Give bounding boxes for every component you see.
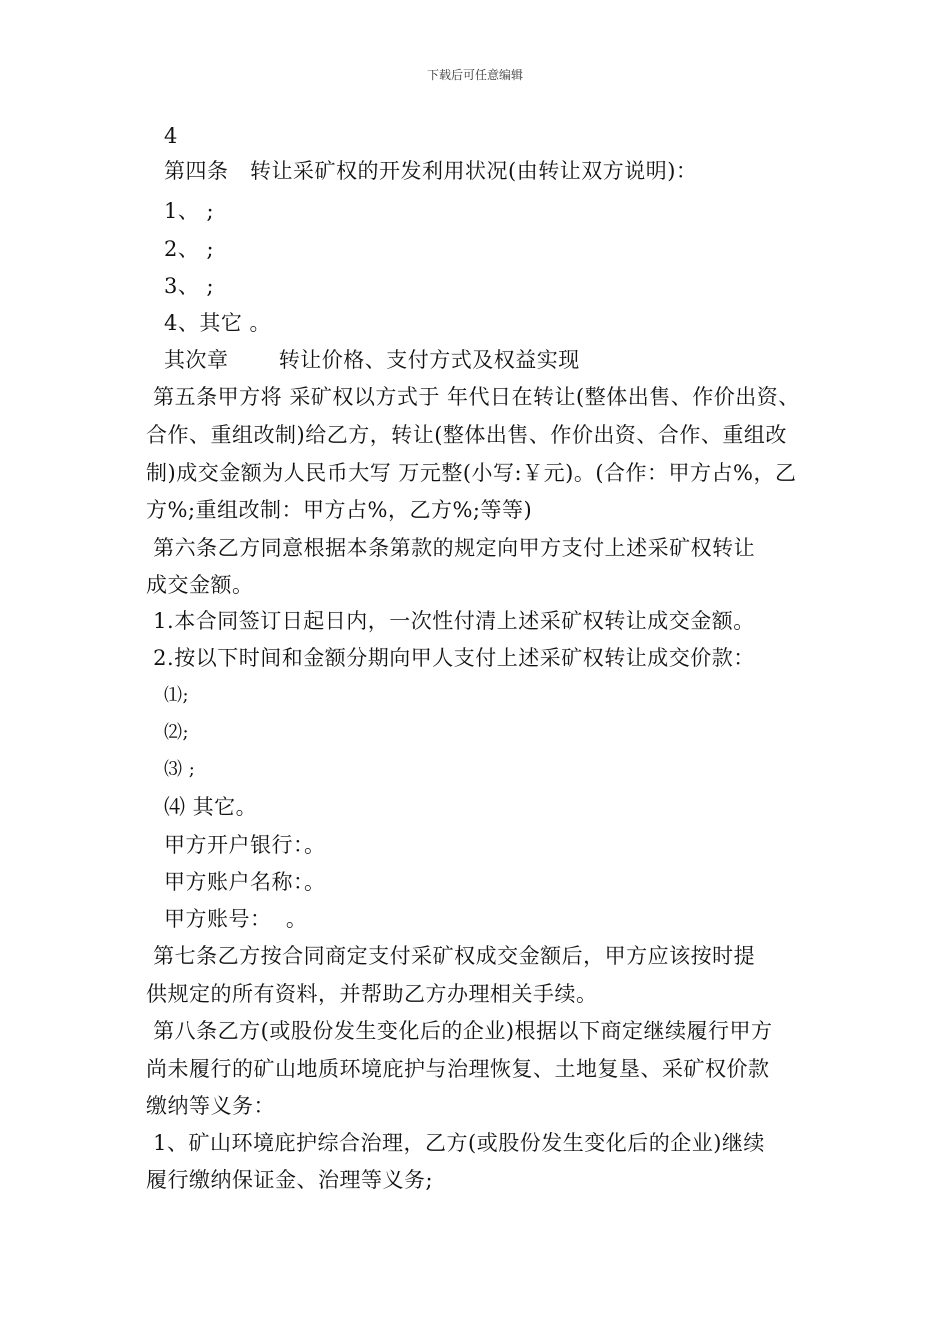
article-8-item: 履行缴纳保证金、治理等义务; — [146, 1168, 434, 1192]
account-name-field: 甲方账户名称：。 — [164, 870, 326, 894]
installment-item: ⑷ 其它。 — [164, 795, 258, 819]
installment-item: ⑶ ; — [164, 759, 196, 780]
list-item: 2、 ; — [164, 237, 215, 261]
article-5-text: 方%;重组改制：甲方占%，乙方%;等等) — [146, 498, 533, 522]
article-8-text: 第八条乙方(或股份发生变化后的企业)根据以下商定继续履行甲方 — [146, 1019, 773, 1043]
article-5-text: 合作、重组改制)给乙方，转让(整体出售、作价出资、合作、重组改 — [146, 423, 787, 447]
article-8-text: 缴纳等义务： — [146, 1094, 275, 1118]
article-8-item: 1、矿山环境庇护综合治理，乙方(或股份发生变化后的企业)继续 — [146, 1131, 765, 1155]
article-6-text: 成交金额。 — [146, 573, 254, 597]
list-item: 4、其它 。 — [164, 311, 272, 335]
payment-option: 2.按以下时间和金额分期向甲人支付上述采矿权转让成交价款： — [146, 646, 755, 670]
installment-item: ⑵; — [164, 722, 190, 743]
chapter-heading: 其次章 转让价格、支付方式及权益实现 — [164, 348, 580, 372]
page-marker: 4 — [164, 124, 178, 148]
list-item: 3、 ; — [164, 274, 215, 298]
installment-item: ⑴; — [164, 685, 190, 706]
account-number-field: 甲方账号： 。 — [164, 907, 308, 931]
article-7-text: 第七条乙方按合同商定支付采矿权成交金额后，甲方应该按时提 — [146, 944, 756, 968]
article-5-text: 第五条甲方将 采矿权以方式于 年代日在转让(整体出售、作价出资、 — [146, 385, 800, 409]
list-item: 1、 ; — [164, 199, 215, 223]
page-header: 下载后可任意编辑 — [426, 68, 523, 82]
bank-field: 甲方开户银行：。 — [164, 833, 326, 857]
article-5-text: 制)成交金额为人民币大写 万元整(小写:￥元)。(合作：甲方占%，乙 — [146, 461, 797, 485]
article-6-text: 第六条乙方同意根据本条第款的规定向甲方支付上述采矿权转让 — [146, 536, 756, 560]
article-8-text: 尚未履行的矿山地质环境庇护与治理恢复、土地复垦、采矿权价款 — [146, 1057, 770, 1081]
payment-option: 1.本合同签订日起日内，一次性付清上述采矿权转让成交金额。 — [146, 609, 755, 633]
article-7-text: 供规定的所有资料，并帮助乙方办理相关手续。 — [146, 982, 598, 1006]
article-4-heading: 第四条 转让采矿权的开发利用状况(由转让双方说明)： — [164, 159, 698, 183]
